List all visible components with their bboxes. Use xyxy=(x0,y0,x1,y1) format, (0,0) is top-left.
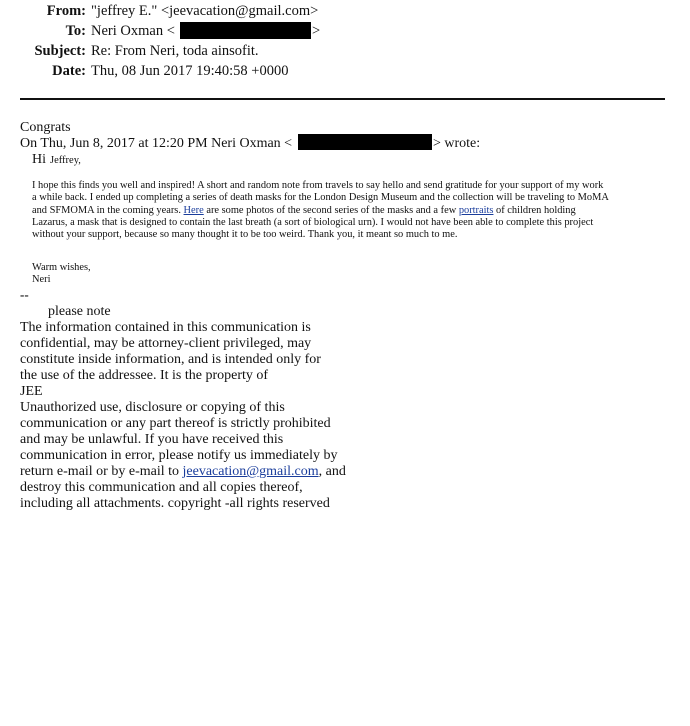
date-value: Thu, 08 Jun 2017 19:40:58 +0000 xyxy=(91,63,289,79)
greeting-hi: Hi xyxy=(32,152,46,167)
greeting xyxy=(32,150,81,168)
disclaimer-line: and may be unlawful. If you have received this xyxy=(20,432,284,447)
to-value-start: Neri Oxman < xyxy=(91,23,175,39)
disclaimer-line: destroy this communication and all copies thereof, xyxy=(20,480,303,495)
subject-value: Re: From Neri, toda ainsofit. xyxy=(91,43,259,59)
redaction-bar xyxy=(298,134,432,150)
disclaimer-heading: please note xyxy=(48,304,111,319)
redaction-bar xyxy=(180,22,311,39)
portraits-link[interactable]: portraits xyxy=(458,204,494,216)
disclaimer-line: communication or any part thereof is strictly prohibited xyxy=(20,416,331,431)
signature-separator: -- xyxy=(20,287,29,302)
header-divider xyxy=(20,98,665,100)
greeting-name: Jeffrey, xyxy=(50,155,81,166)
disclaimer-line: the use of the addressee. It is the property of xyxy=(20,368,269,383)
subject-label: Subject: xyxy=(34,43,86,59)
disclaimer-line: including all attachments. copyright -all rights reserved xyxy=(20,496,330,511)
closing: Warm wishes, xyxy=(32,262,91,273)
signature: Neri xyxy=(32,274,51,285)
disclaimer-line: The information contained in this communication is xyxy=(20,320,311,335)
paragraph-line: a while back. I ended up completing a series of death masks for the London Design Museum and the collection will be traveling to MoMA xyxy=(32,192,609,204)
disclaimer-line: constitute inside information, and is intended only for xyxy=(20,352,321,367)
email-link[interactable]: jeevacation@gmail.com xyxy=(182,464,319,479)
disclaimer-line: JEE xyxy=(20,384,43,399)
paragraph-line: I hope this finds you well and inspired! A short and random note from travels to say hello and send gratitude for your support of my work xyxy=(32,180,604,191)
quote-intro-start: On Thu, Jun 8, 2017 at 12:20 PM Neri Oxman < xyxy=(20,136,293,151)
paragraph-line: without your support, because so many thought it to be too weird. Thank you, it meant so much to me. xyxy=(32,229,458,241)
paragraph-line: Lazarus, a mask that is designed to contain the last breath (a sort of biological urn). I would not have been able to complete this project xyxy=(32,216,594,228)
disclaimer-line: return e-mail or by e-mail to jeevacation@gmail.com, and xyxy=(20,464,346,479)
date-label: Date: xyxy=(52,63,86,79)
quote-intro-end: > wrote: xyxy=(433,136,481,151)
disclaimer-line: Unauthorized use, disclosure or copying of this xyxy=(20,400,285,415)
reply-text: Congrats xyxy=(20,120,71,135)
message-paragraph xyxy=(32,180,609,241)
from-label: From: xyxy=(46,3,86,19)
to-label: To: xyxy=(65,23,86,39)
disclaimer-line: communication in error, please notify us immediately by xyxy=(20,448,338,463)
paragraph-line: and SFMOMA in the coming years. Here are some photos of the second series of the masks and a few portraits of children holding xyxy=(32,204,576,216)
disclaimer-text xyxy=(20,320,346,512)
to-value-end: > xyxy=(312,23,321,39)
here-link[interactable]: Here xyxy=(183,204,204,216)
from-value: "jeffrey E." <jeevacation@gmail.com> xyxy=(91,3,319,19)
disclaimer-line: confidential, may be attorney-client privileged, may xyxy=(20,336,312,351)
